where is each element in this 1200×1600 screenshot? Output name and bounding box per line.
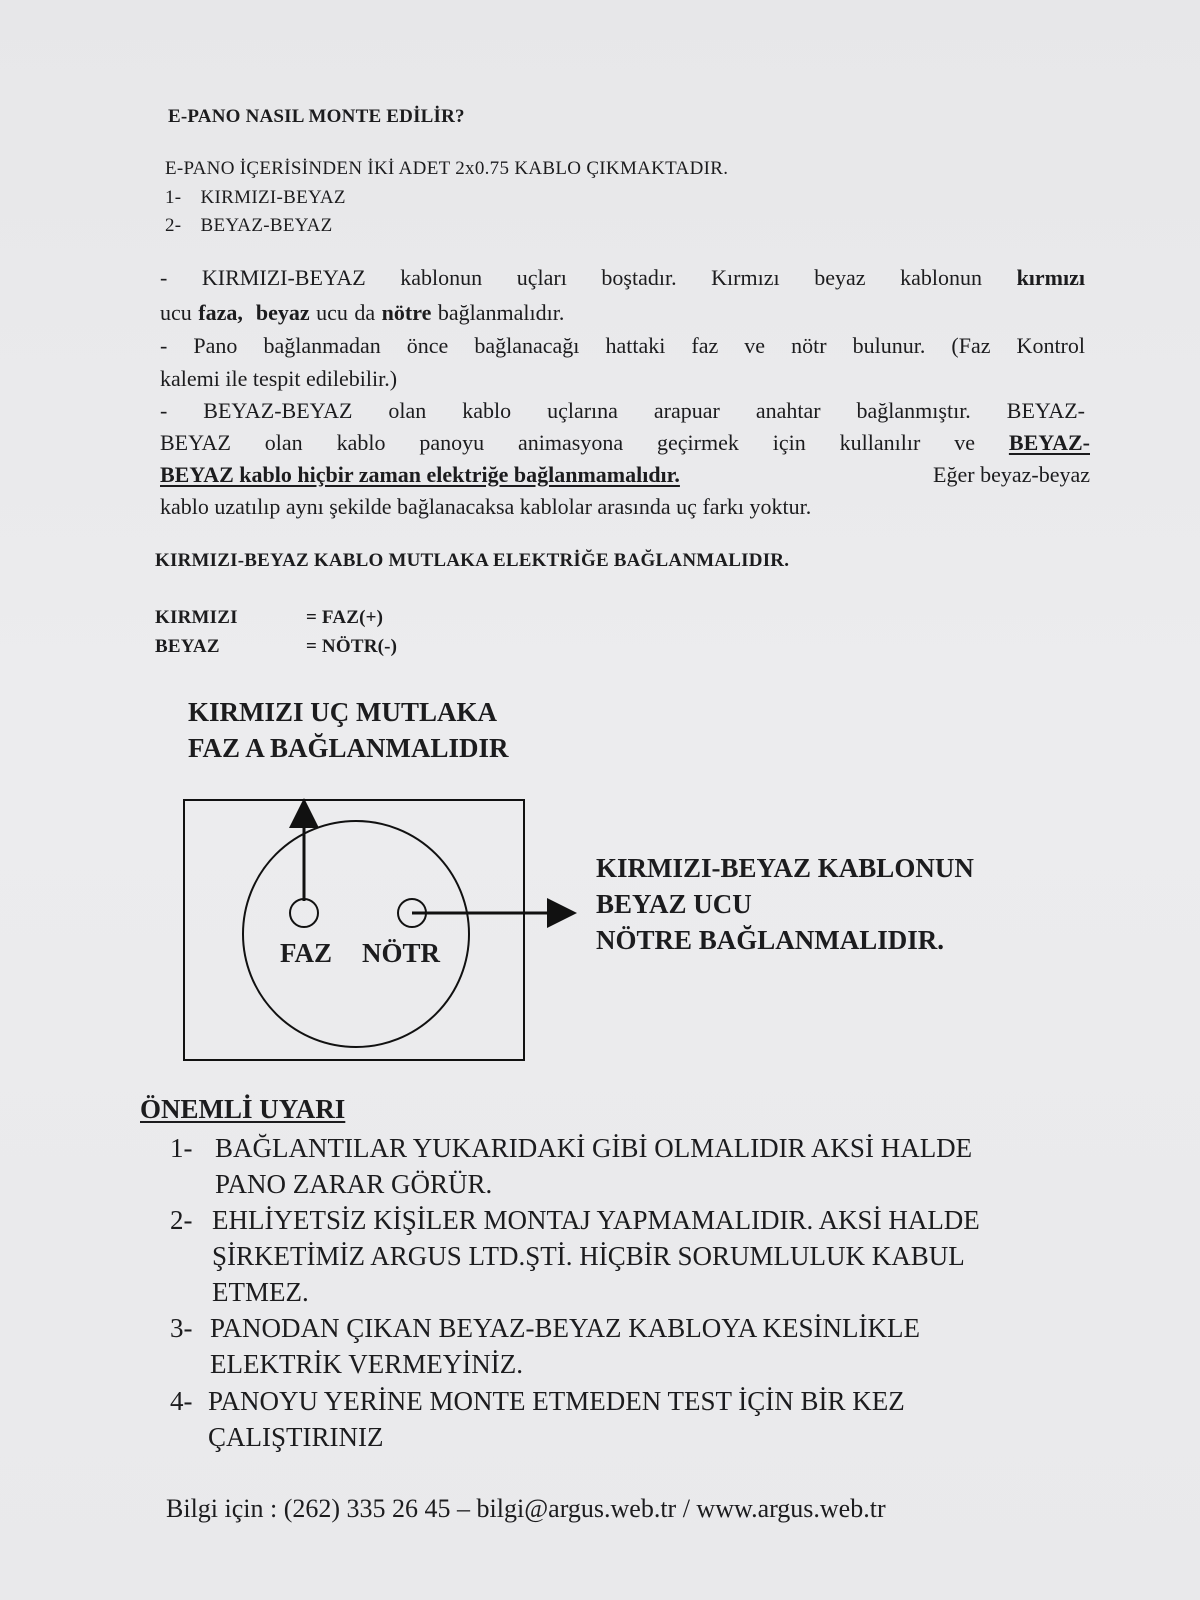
legend-color: BEYAZ bbox=[155, 636, 220, 657]
body-line bbox=[160, 300, 564, 326]
intro-line: E-PANO İÇERİSİNDEN İKİ ADET 2x0.75 KABLO ÇIKMAKTADIR. bbox=[165, 158, 729, 179]
diagram-note-line: FAZ A BAĞLANMALIDIR bbox=[188, 733, 509, 763]
warning-number: 3- bbox=[170, 1313, 193, 1343]
panel-box bbox=[184, 800, 524, 1060]
legend-row bbox=[155, 607, 383, 629]
body-line: kablo uzatılıp aynı şekilde bağlanacaksa kablolar arasında uç farkı yoktur. bbox=[160, 494, 812, 519]
cable-number: 1- bbox=[165, 187, 182, 208]
body-text: BEYAZ olan kablo panoyu animasyona geçirmek için kullanılır ve bbox=[160, 430, 975, 455]
legend-meaning: = FAZ(+) bbox=[305, 607, 384, 628]
legend-color: KIRMIZI bbox=[155, 607, 238, 628]
body-text: ucu da bbox=[316, 300, 376, 325]
warning-line: ELEKTRİK VERMEYİNİZ. bbox=[210, 1349, 523, 1379]
body-line: - Pano bağlanmadan önce bağlanacağı hattaki faz ve nötr bulunur. (Faz Kontrol bbox=[160, 333, 1085, 358]
must-connect-note: KIRMIZI-BEYAZ KABLO MUTLAKA ELEKTRİĞE BAĞLANMALIDIR. bbox=[155, 550, 790, 571]
legend-meaning: = NÖTR(-) bbox=[305, 636, 398, 657]
warning-line: ŞİRKETİMİZ ARGUS LTD.ŞTİ. HİÇBİR SORUMLULUK KABUL bbox=[212, 1241, 965, 1271]
body-line: kalemi ile tespit edilebilir.) bbox=[160, 366, 398, 391]
cable-name: KIRMIZI-BEYAZ bbox=[200, 187, 346, 208]
notr-label: NÖTR bbox=[362, 938, 441, 968]
page-title: E-PANO NASIL MONTE EDİLİR? bbox=[168, 106, 465, 127]
body-text: - KIRMIZI-BEYAZ kablonun uçları boştadır. bbox=[160, 265, 677, 290]
body-text-bold: beyaz bbox=[255, 300, 310, 325]
body-line bbox=[160, 265, 1085, 291]
faz-label: FAZ bbox=[280, 938, 332, 968]
warning-line: EHLİYETSİZ KİŞİLER MONTAJ YAPMAMALIDIR. AKSİ HALDE bbox=[212, 1205, 980, 1235]
warning-line: ETMEZ. bbox=[212, 1277, 309, 1307]
warning-line: PANODAN ÇIKAN BEYAZ-BEYAZ KABLOYA KESİNLİKLE bbox=[210, 1313, 920, 1343]
cable-item bbox=[165, 187, 346, 209]
notr-instruction-line: KIRMIZI-BEYAZ KABLONUN bbox=[596, 853, 974, 883]
body-line bbox=[160, 462, 1090, 488]
warning-line: PANO ZARAR GÖRÜR. bbox=[215, 1169, 493, 1199]
warning-item bbox=[170, 1310, 920, 1382]
body-text-bold-underlined: BEYAZ- bbox=[1008, 430, 1090, 455]
body-line: - BEYAZ-BEYAZ olan kablo uçlarına arapuar anahtar bağlanmıştır. BEYAZ- bbox=[160, 398, 1085, 423]
notr-instruction-line: BEYAZ UCU bbox=[596, 889, 752, 919]
body-line bbox=[160, 430, 1090, 456]
body-text-bold: faza, bbox=[198, 300, 243, 325]
body-text: Eğer beyaz-beyaz bbox=[933, 462, 1090, 487]
warning-line: ÇALIŞTIRINIZ bbox=[208, 1422, 384, 1452]
body-text-bold: nötre bbox=[381, 300, 432, 325]
body-text: Kırmızı beyaz kablonun bbox=[711, 265, 982, 290]
warning-item bbox=[170, 1202, 980, 1310]
warning-item bbox=[170, 1130, 972, 1202]
body-text-bold-underlined: BEYAZ kablo hiçbir zaman elektriğe bağlanmamalıdır. bbox=[160, 462, 680, 487]
warning-number: 2- bbox=[170, 1205, 193, 1235]
cable-number: 2- bbox=[165, 215, 182, 236]
faz-terminal bbox=[290, 899, 318, 927]
warning-item bbox=[170, 1383, 905, 1455]
cable-item bbox=[165, 215, 333, 237]
body-text: ucu bbox=[160, 300, 192, 325]
diagram-note-line: KIRMIZI UÇ MUTLAKA bbox=[188, 697, 498, 727]
body-text-bold: kırmızı bbox=[1016, 265, 1085, 290]
notr-instruction-line: NÖTRE BAĞLANMALIDIR. bbox=[596, 925, 945, 955]
warning-number: 4- bbox=[170, 1386, 193, 1416]
warning-number: 1- bbox=[170, 1133, 193, 1163]
notr-instruction bbox=[596, 850, 974, 958]
body-text: bağlanmalıdır. bbox=[437, 300, 565, 325]
warning-heading: ÖNEMLİ UYARI bbox=[140, 1094, 346, 1124]
contact-footer: Bilgi için : (262) 335 26 45 – bilgi@argus.web.tr / www.argus.web.tr bbox=[166, 1494, 886, 1523]
warning-line: PANOYU YERİNE MONTE ETMEDEN TEST İÇİN BİR KEZ bbox=[208, 1386, 905, 1416]
warning-line: BAĞLANTILAR YUKARIDAKİ GİBİ OLMALIDIR AKSİ HALDE bbox=[215, 1133, 973, 1163]
legend-row bbox=[155, 636, 397, 658]
diagram-note bbox=[188, 694, 509, 766]
socket-circle bbox=[243, 821, 469, 1047]
cable-name: BEYAZ-BEYAZ bbox=[200, 215, 333, 236]
socket-wiring-diagram bbox=[150, 775, 600, 1075]
